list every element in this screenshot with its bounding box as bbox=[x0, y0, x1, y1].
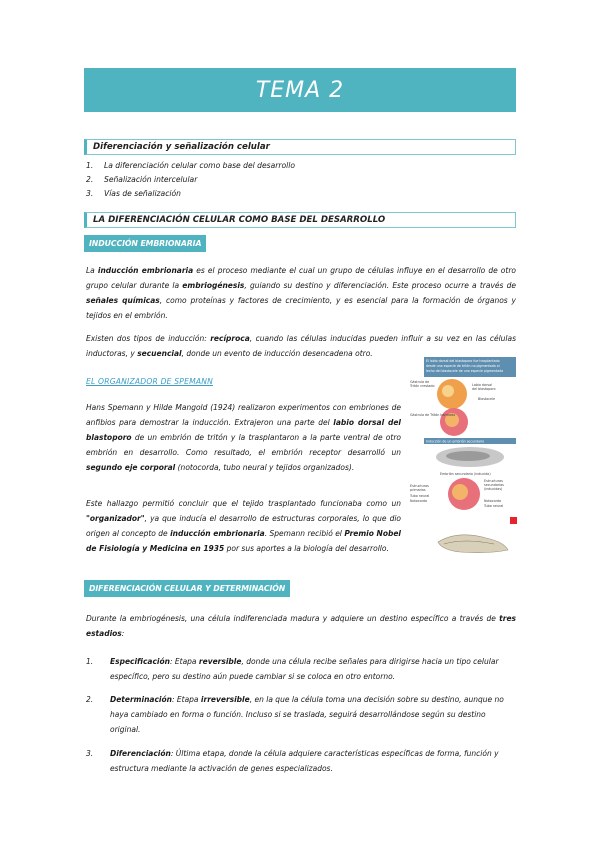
list-text bbox=[110, 746, 516, 776]
figure-label: Gástrula de bbox=[410, 380, 430, 384]
section-heading-1-text: LA DIFERENCIACIÓN CELULAR COMO BASE DEL DESARROLLO bbox=[93, 215, 386, 225]
text-bold: inducción embrionaria bbox=[170, 529, 265, 538]
figure-label: Blastocele bbox=[478, 397, 496, 401]
list-number: 1. bbox=[86, 657, 94, 666]
subheading-induccion bbox=[84, 235, 206, 252]
subheading-diferenciacion bbox=[84, 580, 290, 597]
table-of-contents bbox=[86, 159, 295, 201]
toc-number: 3. bbox=[86, 189, 94, 198]
text-run: es el proceso mediante el cual un grupo de células influye en el desarrollo de otro grupo celular durante la bbox=[86, 266, 517, 290]
text-bold: recíproca bbox=[210, 334, 250, 343]
figure-label: Estructuras bbox=[484, 479, 503, 483]
figure-label: Embrión secundario (inducido) bbox=[440, 472, 491, 476]
figure-label: Tubo neural bbox=[484, 504, 504, 508]
figure-label: secundarias bbox=[484, 483, 504, 487]
text-run: Durante la embriogénesis, una célula indiferenciada madura y adquiere un destino específico a través de bbox=[86, 614, 500, 623]
cross-section-primary bbox=[452, 484, 468, 500]
text-bold: Diferenciación bbox=[110, 749, 171, 758]
text-bold: segundo eje corporal bbox=[86, 463, 176, 472]
toc-item bbox=[86, 159, 295, 173]
section-heading-1 bbox=[84, 212, 516, 228]
text-run: . Spemann recibió el bbox=[264, 529, 345, 538]
text-run: , donde un evento de inducción desencadena otro. bbox=[181, 349, 373, 358]
toc-text: Señalización intercelular bbox=[104, 175, 198, 184]
text-bold: inducción embrionaria bbox=[97, 266, 194, 275]
text-bold: reversible bbox=[198, 657, 242, 666]
figure-caption-line: El labio dorsal del blastoporo fue trasplantado bbox=[426, 359, 500, 363]
list-number: 2. bbox=[86, 695, 94, 704]
text-run: La bbox=[86, 266, 98, 275]
donor-blastopore bbox=[442, 385, 454, 397]
paragraph-induccion bbox=[86, 263, 516, 323]
text-run: , donde una célula recibe señales para dirigirse hacia un tipo celular específico, pero su destino aún puede cambiar si se coloca en otro entorno. bbox=[110, 657, 499, 681]
text-bold: tres estadios bbox=[86, 614, 516, 638]
text-bold: secuencial bbox=[137, 349, 182, 358]
text-run: : Etapa bbox=[171, 695, 201, 704]
figure-caption-line: lecho del blastocele de una especie pigmentada bbox=[426, 369, 504, 373]
figure-label: Inducción de un embrión secundario bbox=[426, 439, 485, 444]
figure-label: Notocorda bbox=[410, 499, 428, 503]
text-bold: labio dorsal del blastoporo bbox=[86, 418, 401, 442]
text-run: , ya que inducía el desarrollo de estructuras corporales, lo que dio origen al concepto de bbox=[86, 514, 401, 538]
text-run: : Última etapa, donde la célula adquiere características específicas de forma, función y estructura mediante la activación de genes especializados. bbox=[110, 749, 499, 773]
list-text bbox=[110, 692, 516, 737]
text-run: , cuando las células inducidas pueden influir a su vez en las células inductoras, y bbox=[86, 334, 516, 358]
toc-number: 1. bbox=[86, 161, 94, 170]
toc-text: La diferenciación celular como base del desarrollo bbox=[104, 161, 296, 170]
text-run: por sus aportes a la biología del desarrollo. bbox=[224, 544, 389, 553]
page-title: TEMA 2 bbox=[255, 77, 345, 103]
list-number: 3. bbox=[86, 749, 94, 758]
text-run: , guiando su destino y diferenciación. Este proceso ocurre a través de bbox=[244, 281, 516, 290]
subheading-induccion-text: INDUCCIÓN EMBRIONARIA bbox=[89, 239, 202, 248]
title-banner bbox=[84, 68, 516, 112]
text-run: Este hallazgo permitió concluir que el tejido trasplantado funcionaba como un bbox=[86, 499, 401, 508]
text-bold: Premio Nobel de Fisiología y Medicina en 1935 bbox=[86, 529, 401, 553]
list-text bbox=[110, 654, 516, 684]
toc-item bbox=[86, 187, 295, 201]
toc-text: Vías de señalización bbox=[104, 189, 181, 198]
paragraph-diferenciacion bbox=[86, 611, 516, 641]
text-bold: Especificación bbox=[110, 657, 170, 666]
text-run: Hans Spemann y Hilde Mangold (1924) realizaron experimentos con embriones de anfibios para demostrar la inducción. Extrajeron una parte del bbox=[86, 403, 401, 427]
section-heading-main bbox=[84, 139, 516, 155]
figure-label: Gástrula de Tritón barreado bbox=[410, 413, 456, 417]
toc-number: 2. bbox=[86, 175, 94, 184]
text-run: : bbox=[121, 629, 125, 638]
figure-label: Notocorda bbox=[484, 499, 502, 503]
toc-item bbox=[86, 173, 295, 187]
text-run: , en la que la célula toma una decisión sobre su destino, aunque no haya cambiado en forma o función. Incluso si se traslada, seguirá desarrollándose según su destino original. bbox=[110, 695, 504, 734]
section-heading-main-text: Diferenciación y señalización celular bbox=[93, 142, 270, 152]
subheading-diferenciacion-text: DIFERENCIACIÓN CELULAR Y DETERMINACIÓN bbox=[89, 584, 286, 593]
figure-label: Labio dorsal bbox=[472, 383, 493, 387]
figure-label: primarias bbox=[410, 488, 426, 492]
text-bold: Determinación bbox=[110, 695, 172, 704]
secondary-embryo-axis bbox=[446, 451, 490, 461]
figure-label: Estructuras bbox=[410, 484, 429, 488]
red-marker bbox=[510, 517, 517, 524]
text-bold: irreversible bbox=[200, 695, 250, 704]
spemann-figure bbox=[408, 354, 518, 579]
list-item bbox=[86, 692, 516, 737]
text-run: : Etapa bbox=[169, 657, 199, 666]
text-bold: embriogénesis bbox=[182, 281, 245, 290]
figure-caption-line: desde una especie de tritón no pigmentada al bbox=[426, 364, 500, 368]
list-item bbox=[86, 746, 516, 776]
figure-label: Tubo neural bbox=[410, 494, 430, 498]
paragraph-hallazgo bbox=[86, 496, 401, 556]
tadpole-sketch bbox=[438, 535, 508, 553]
text-bold: señales químicas bbox=[86, 296, 160, 305]
list-item bbox=[86, 654, 516, 684]
text-run: de un embrión de tritón y la trasplantaron a la parte ventral de otro embrión en desarrollo. Como resultado, el embrión receptor desarrolló un bbox=[86, 433, 401, 457]
figure-label: Tritón crestado bbox=[410, 384, 435, 388]
text-run: , como proteínas y factores de crecimiento, y es esencial para la formación de órganos y tejidos en el embrión. bbox=[86, 296, 516, 320]
text-run: (notocorda, tubo neural y tejidos organizados). bbox=[175, 463, 355, 472]
spemann-illustration bbox=[408, 354, 518, 579]
text-bold: "organizador" bbox=[86, 514, 145, 523]
figure-label: del blastoporo bbox=[472, 387, 496, 391]
figure-label: (inducidas) bbox=[484, 487, 503, 491]
text-run: Existen dos tipos de inducción: bbox=[86, 334, 211, 343]
paragraph-spemann bbox=[86, 400, 401, 475]
link-spemann[interactable]: EL ORGANIZADOR DE SPEMANN bbox=[86, 377, 213, 386]
